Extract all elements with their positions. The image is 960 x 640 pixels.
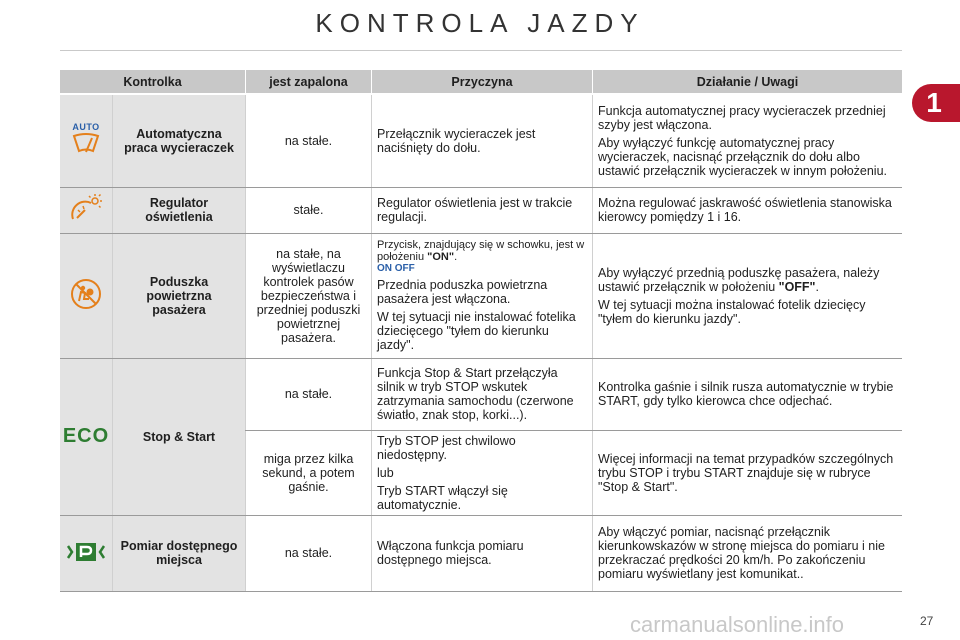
cause-text-pre: Przycisk, znajdujący się w schowku, jest w położeniu [377,238,585,263]
lit-cell: na stałe. [246,94,372,187]
cause-on-label: "ON" [427,250,455,263]
table-row [60,515,902,591]
action-text: Funkcja automatycznej pracy wycieraczek przedniej szyby jest włączona. [598,103,886,132]
action-cell [593,515,903,591]
cause-cell [372,430,593,515]
action-cell [593,358,903,430]
title-divider [60,50,902,51]
action-cell [593,233,903,358]
row-name: Regulator oświetlenia [113,187,246,233]
cause-text: Przełącznik wycieraczek jest naciśnięty do dołu. [377,126,536,155]
cause-text-post: . [454,250,458,263]
header-jest-zapalona: jest zapalona [246,70,372,94]
table-row [60,233,902,358]
eco-icon: ECO [62,425,110,448]
lit-cell: na stałe. [246,358,372,430]
action-text: Aby wyłączyć funkcję automatycznej pracy wycieraczek, nacisnąć przełącznik do dołu albo ustawić przełącznik wycieraczek w innym położeniu. [598,135,888,178]
action-off-label: "OFF" [778,279,816,294]
action-text: Więcej informacji na temat przypadków szczególnych trybu STOP i trybu START znajduje się w rubryce "Stop & Start". [598,451,894,494]
action-cell [593,94,903,187]
cause-cell [372,94,593,187]
header-dzialanie: Działanie / Uwagi [593,70,903,94]
wiper-auto-icon [62,122,110,159]
table-row [60,187,902,233]
action-text: Można regulować jaskrawość oświetlenia stanowiska kierowcy pomiędzy 1 i 16. [598,196,892,224]
cause-text: lub [377,465,394,480]
table-row [60,358,902,430]
action-cell [593,187,903,233]
chapter-tab[interactable]: 1 [912,84,960,122]
action-text [598,266,897,294]
cause-cell [372,515,593,591]
cause-text: Włączona funkcja pomiaru dostępnego miejsca. [377,539,524,567]
cause-text: Tryb STOP jest chwilowo niedostępny. [377,433,516,462]
lit-cell: stałe. [246,187,372,233]
table-row [60,94,902,187]
header-przyczyna: Przyczyna [372,70,593,94]
cause-text: Tryb START włączył się automatycznie. [377,483,508,512]
auto-label: AUTO [72,122,100,133]
action-text-post: . [815,279,819,294]
icon-cell [60,358,113,515]
lit-cell: na stałe. [246,515,372,591]
cause-cell [372,187,593,233]
cause-cell [372,358,593,430]
row-name: Stop & Start [113,358,246,515]
watermark: carmanualsonline.info [630,612,845,637]
lit-cell: miga przez kilka sekund, a potem gaśnie. [246,430,372,515]
row-name: Pomiar dostępnego miejsca [113,515,246,591]
action-text: Kontrolka gaśnie i silnik rusza automatycznie w trybie START, gdy tylko kierowca chce odjechać. [598,380,894,408]
icon-cell [60,233,113,358]
cause-text: W tej sytuacji nie instalować fotelika dziecięcego "tyłem do kierunku jazdy". [377,310,576,353]
icon-cell [60,515,113,591]
warning-lights-table [60,70,902,592]
action-text: W tej sytuacji można instalować fotelik dziecięcy "tyłem do kierunku jazdy". [598,297,866,326]
cause-text: Regulator oświetlenia jest w trakcie regulacji. [377,196,573,224]
row-name: Poduszka powietrzna pasażera [113,233,246,358]
passenger-airbag-off-icon [69,277,103,311]
action-text: Aby włączyć pomiar, nacisnąć przełącznik kierunkowskazów w stronę miejsca do pomiaru i nie przekraczać prędkości 20 km/h. Po zakończeniu pomiaru wyświetlany jest komunikat.. [598,525,885,581]
headlamp-leveling-icon [69,193,103,225]
action-cell [593,430,903,515]
on-off-badge: ON OFF [377,263,415,275]
table-header-row [60,70,902,94]
action-text-pre: Aby wyłączyć przednią poduszkę pasażera, należy ustawić przełącznik w położeniu [598,265,880,294]
page-title: KONTROLA JAZDY [315,8,645,38]
page-number: 27 [920,614,934,628]
cause-text: Przednia poduszka powietrzna pasażera jest włączona. [377,278,548,307]
icon-cell [60,187,113,233]
icon-cell [60,94,113,187]
row-name: Automatyczna praca wycieraczek [113,94,246,187]
cause-text [377,239,587,275]
parking-space-sensor-icon [66,540,106,564]
header-kontrolka: Kontrolka [60,70,246,94]
cause-cell [372,233,593,358]
lit-cell: na stałe, na wyświetlaczu kontrolek pasów bezpieczeństwa i przedniej poduszki powietrznej pasażera. [246,233,372,358]
cause-text: Funkcja Stop & Start przełączyła silnik w tryb STOP wskutek zatrzymania samochodu (czerwone światło, znak stop, korki...). [377,366,574,422]
